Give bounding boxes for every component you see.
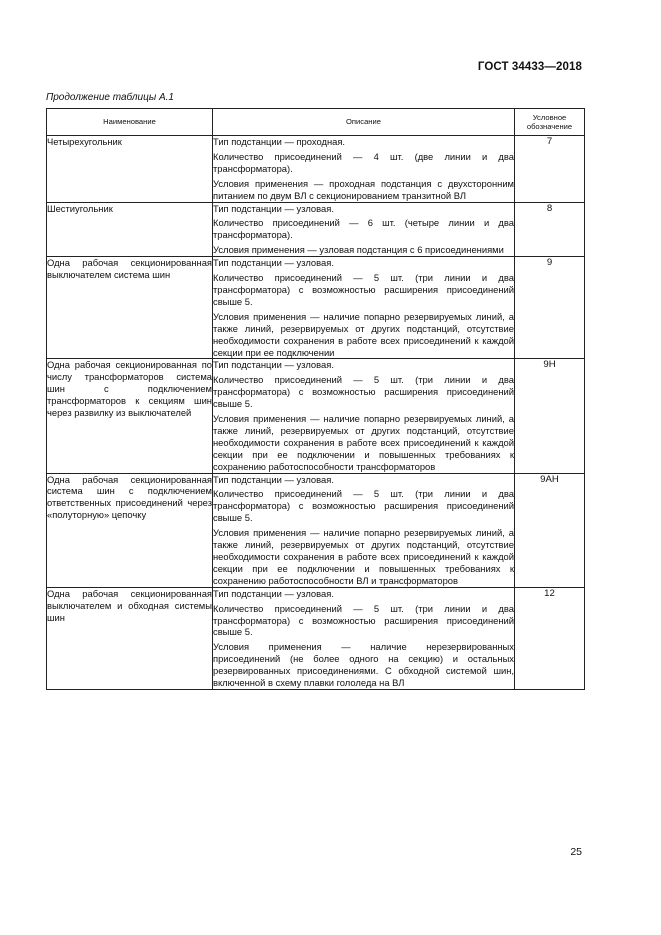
description-paragraph: Количество присоединений — 5 шт. (три линии и два трансформатора) с возможностью расширения присоединений свыше 5. xyxy=(213,602,514,638)
row-description xyxy=(213,473,515,587)
description-paragraph: Тип подстанции — проходная. xyxy=(213,136,346,147)
row-name: Одна рабочая секционированная по числу трансформаторов система шин с подключением трансформаторов к секциям шин через развилку из выключателей xyxy=(47,359,213,473)
page-number: 25 xyxy=(570,846,582,858)
column-header-name: Наименование xyxy=(47,109,213,136)
row-name: Одна рабочая секционированная система шин с подключением ответственных присоединений через «полуторную» цепочку xyxy=(47,473,213,587)
description-paragraph: Условия применения — наличие нерезервированных присоединений (не более одного на секцию) и остальных резервированных присоединениями. С обходной системой шин, включенной в схему плавки гололеда на ВЛ xyxy=(213,641,514,689)
description-paragraph: Количество присоединений — 4 шт. (две линии и два трансформатора). xyxy=(213,150,514,174)
description-paragraph: Условия применения — наличие попарно резервируемых линий, а также линий, резервируемых от других подстанций, отсутствие необходимости сохранения в работе всех присоединений к каждой секции при ее подключении xyxy=(213,310,514,358)
table-header-row xyxy=(47,109,585,136)
description-paragraph: Количество присоединений — 5 шт. (три линии и два трансформатора) с возможностью расширения присоединений свыше 5. xyxy=(213,374,514,410)
row-designation: 9АН xyxy=(515,473,585,587)
row-name: Одна рабочая секционированная выключателем система шин xyxy=(47,257,213,359)
row-designation: 12 xyxy=(515,587,585,689)
row-description xyxy=(213,257,515,359)
row-designation: 9 xyxy=(515,257,585,359)
table-row xyxy=(47,473,585,587)
row-name: Четырехугольник xyxy=(47,136,213,203)
row-designation: 7 xyxy=(515,136,585,203)
table-row xyxy=(47,587,585,689)
table-row xyxy=(47,136,585,203)
description-paragraph: Количество присоединений — 5 шт. (три линии и два трансформатора) с возможностью расширения присоединений свыше 5. xyxy=(213,488,514,524)
description-paragraph: Тип подстанции — узловая. xyxy=(213,473,334,485)
row-description xyxy=(213,136,515,203)
description-paragraph: Количество присоединений — 5 шт. (три линии и два трансформатора) с возможностью расширения присоединений свыше 5. xyxy=(213,272,514,307)
table-row xyxy=(47,202,585,257)
row-designation: 9Н xyxy=(515,359,585,473)
table-caption: Продолжение таблицы А.1 xyxy=(46,92,174,103)
row-name: Шестиугольник xyxy=(47,202,213,257)
description-paragraph: Тип подстанции — узловая. xyxy=(213,202,334,214)
row-description xyxy=(213,587,515,689)
description-paragraph: Тип подстанции — узловая. xyxy=(213,587,334,599)
description-paragraph: Тип подстанции — узловая. xyxy=(213,257,334,269)
table-row xyxy=(47,257,585,359)
row-designation: 8 xyxy=(515,202,585,257)
description-paragraph: Условия применения — узловая подстанция с 6 присоединениями xyxy=(213,244,504,256)
description-paragraph: Условия применения — наличие попарно резервируемых линий, а также линий, резервируемых от других подстанций, отсутствие необходимости сохранения в работе всех присоединений к каждой секции при ее подключении и повышенных требованиях к сохранению работоспособности ВЛ и трансформаторов xyxy=(213,527,514,586)
row-name: Одна рабочая секционированная выключателем и обходная системы шин xyxy=(47,587,213,689)
column-header-description: Описание xyxy=(213,109,515,136)
table-row xyxy=(47,359,585,473)
schemes-table xyxy=(46,108,585,690)
description-paragraph: Условия применения — наличие попарно резервируемых линий, а также линий, резервируемых от других подстанций, отсутствие необходимости сохранения в работе всех присоединений к каждой секции при ее подключении и повышенных требованиях к сохранению работоспособности трансформаторов xyxy=(213,413,514,472)
row-description xyxy=(213,202,515,257)
document-code: ГОСТ 34433—2018 xyxy=(477,61,582,73)
column-header-designation: Условное обозначение xyxy=(515,109,585,136)
description-paragraph: Условия применения — проходная подстанция с двухсторонним питанием по двум ВЛ с секционированием транзитной ВЛ xyxy=(213,177,514,201)
description-paragraph: Количество присоединений — 6 шт. (четыре линии и два трансформатора). xyxy=(213,217,514,241)
row-description xyxy=(213,359,515,473)
description-paragraph: Тип подстанции — узловая. xyxy=(213,359,334,371)
